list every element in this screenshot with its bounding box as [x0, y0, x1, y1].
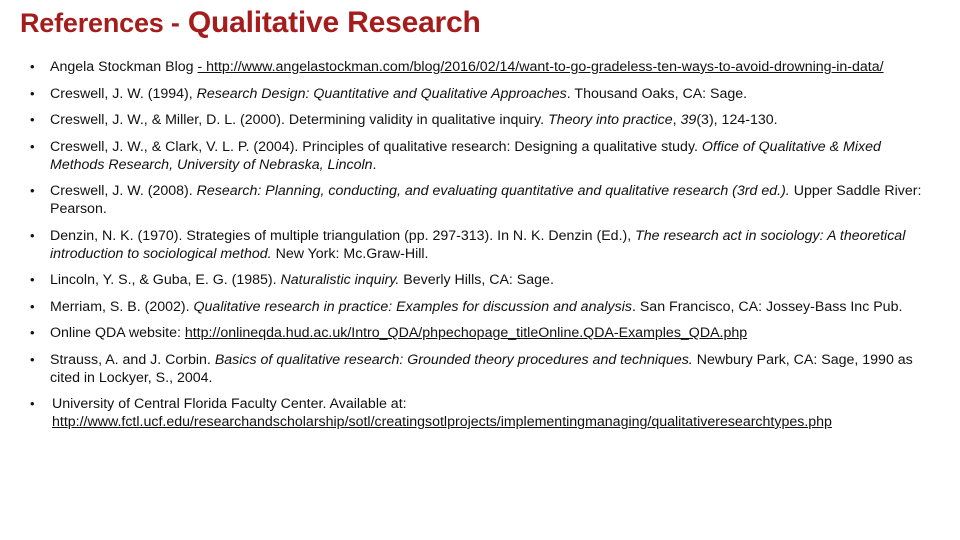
- reference-text: (3), 124-130.: [696, 112, 778, 128]
- reference-title: The research act in sociology: A theoretical introduction to sociological method.: [50, 227, 906, 262]
- page-title: [20, 6, 481, 40]
- reference-volume: 39: [680, 112, 697, 128]
- reference-title: Naturalistic inquiry.: [280, 272, 400, 288]
- reference-text: Merriam, S. B. (2002).: [50, 298, 194, 315]
- reference-item-6: [30, 227, 935, 263]
- reference-item-1: [30, 58, 935, 76]
- reference-text: ,: [672, 112, 681, 128]
- reference-title: Office of Qualitative & Mixed Methods Research, University of Nebraska, Lincoln: [50, 138, 881, 173]
- reference-text: Creswell, J. W. (1994),: [50, 85, 197, 102]
- reference-text: Creswell, J. W., & Clark, V. L. P. (2004). Principles of qualitative research: Designing a qualitative study.: [50, 138, 702, 155]
- reference-item-4: [30, 138, 935, 174]
- reference-text: Newbury Park, CA: Sage, 1990 as cited in Lockyer, S., 2004.: [50, 351, 913, 386]
- reference-text: . Thousand Oaks, CA: Sage.: [566, 85, 748, 102]
- reference-text: Creswell, J. W. (2008).: [50, 183, 197, 199]
- reference-item-3: [30, 111, 935, 129]
- reference-title: Research Design: Quantitative and Qualitative Approaches: [196, 85, 567, 102]
- reference-link-stockman[interactable]: - http://www.angelastockman.com/blog/2016/02/14/want-to-go-gradeless-ten-ways-to-avoid-drowning-in-data/: [197, 59, 884, 75]
- reference-list: [30, 58, 935, 431]
- reference-text: Online QDA website:: [50, 325, 185, 341]
- reference-title: Theory into practice: [548, 112, 673, 128]
- reference-link-onlineqda[interactable]: http://onlineqda.hud.ac.uk/Intro_QDA/phpechopage_titleOnline.QDA-Examples_QDA.php: [184, 325, 748, 341]
- reference-title: Qualitative research in practice: Examples for discussion and analysis: [193, 298, 632, 315]
- reference-text: Denzin, N. K. (1970). Strategies of multiple triangulation (pp. 297-313). In N. K. Denzin (Ed.),: [50, 227, 636, 244]
- reference-text: Beverly Hills, CA: Sage.: [399, 272, 554, 288]
- reference-text: Upper Saddle River: Pearson.: [50, 183, 922, 217]
- reference-text: University of Central Florida Faculty Center. Available at:: [52, 396, 407, 412]
- reference-item-7: [30, 271, 935, 289]
- reference-item-2: [30, 85, 935, 103]
- reference-text: Angela Stockman Blog: [50, 59, 198, 75]
- reference-text: .: [372, 156, 377, 173]
- reference-item-9: [30, 324, 935, 342]
- reference-text: New York: Mc.Graw-Hill.: [271, 245, 429, 262]
- reference-title: Basics of qualitative research: Grounded theory procedures and techniques.: [214, 351, 693, 368]
- reference-item-8: [30, 298, 935, 316]
- reference-item-11: [30, 395, 935, 431]
- title-prefix: References -: [20, 8, 180, 38]
- reference-text: Strauss, A. and J. Corbin.: [50, 351, 215, 368]
- reference-text: Lincoln, Y. S., & Guba, E. G. (1985).: [50, 272, 281, 288]
- reference-title: Research: Planning, conducting, and evaluating quantitative and qualitative research (3rd ed.).: [196, 183, 790, 199]
- reference-text: Creswell, J. W., & Miller, D. L. (2000). Determining validity in qualitative inquiry.: [50, 112, 549, 128]
- reference-item-10: [30, 351, 935, 387]
- reference-link-ucf[interactable]: http://www.fctl.ucf.edu/researchandscholarship/sotl/creatingsotlprojects/implementingmanaging/qualitativeresearchtypes.php: [52, 414, 832, 430]
- reference-item-5: [30, 182, 935, 218]
- title-main: Qualitative Research: [187, 6, 481, 39]
- reference-text: . San Francisco, CA: Jossey-Bass Inc Pub.: [631, 298, 903, 315]
